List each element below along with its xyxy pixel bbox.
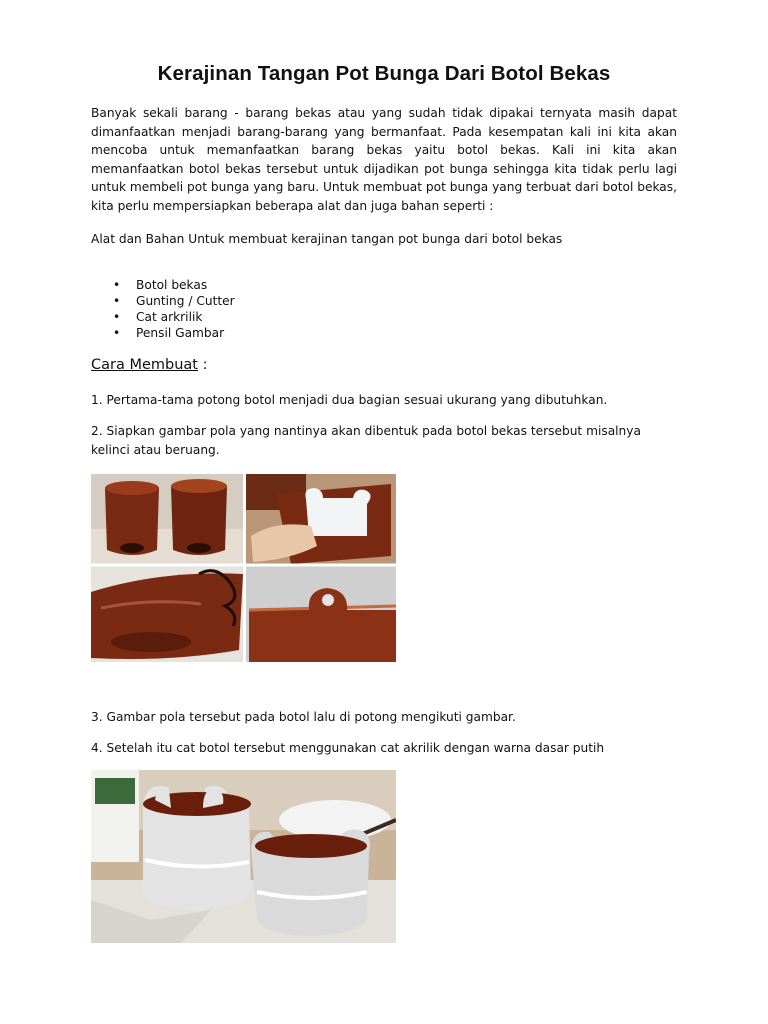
- list-item: • Botol bekas: [113, 278, 208, 292]
- step-2: 2. Siapkan gambar pola yang nantinya akan dibentuk pada botol bekas tersebut misalnya kelinci atau beruang.: [91, 424, 641, 457]
- document-title: Kerajinan Tangan Pot Bunga Dari Botol Bekas: [157, 62, 611, 85]
- cut-bottle-half-photo: [91, 566, 243, 662]
- step-4: 4. Setelah itu cat botol tersebut menggunakan cat akrilik dengan warna dasar putih: [91, 741, 605, 755]
- materials-heading: Alat dan Bahan Untuk membuat kerajinan tangan pot bunga dari botol bekas: [91, 232, 563, 246]
- list-item: • Pensil Gambar: [113, 326, 225, 340]
- bullet-icon: •: [113, 326, 121, 340]
- cut-bottles-photo: [91, 474, 243, 564]
- method-heading: Cara Membuat :: [91, 357, 208, 373]
- intro-paragraph: Banyak sekali barang - barang bekas atau yang sudah tidak dipakai ternyata masih dapat dimanfaatkan menjadi barang-barang yang bermanfaat. Pada kesempatan kali ini kita akan mencoba untuk memanfaatkan barang bekas yaitu botol bekas. Kali ini kita akan memanfaatkan botol bekas tersebut untuk dijadikan pot bunga sehingga kita tidak perlu lagi untuk membeli pot bunga yang baru. Untuk membuat pot bunga yang terbuat dari botol bekas, kita perlu mempersiapkan beberapa alat dan juga bahan seperti :: [91, 106, 677, 213]
- bullet-icon: •: [113, 278, 121, 292]
- step-3: 3. Gambar pola tersebut pada botol lalu di potong mengikuti gambar.: [91, 710, 516, 724]
- list-item: • Cat arkrilik: [113, 310, 203, 324]
- bullet-icon: •: [113, 310, 121, 324]
- pattern-on-bottle-photo: [246, 474, 396, 564]
- step-1: 1. Pertama-tama potong botol menjadi dua bagian sesuai ukurang yang dibutuhkan.: [91, 393, 608, 407]
- bullet-icon: •: [113, 294, 121, 308]
- ear-shape-cut-photo: [246, 566, 396, 662]
- list-item: • Gunting / Cutter: [113, 294, 235, 308]
- cutting-steps-photo-collage: [91, 474, 396, 662]
- materials-list: [91, 277, 235, 341]
- painted-pots-photo: [91, 770, 396, 943]
